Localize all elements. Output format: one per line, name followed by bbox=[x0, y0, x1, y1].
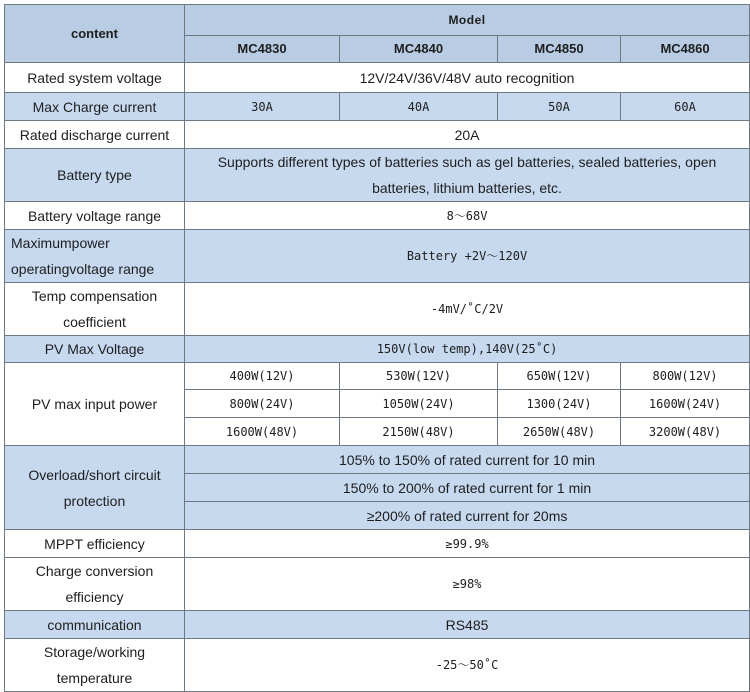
row-label: Charge conversion efficiency bbox=[5, 558, 185, 611]
row-value: Battery +2V～120V bbox=[185, 230, 750, 283]
row-label: MPPT efficiency bbox=[5, 530, 185, 558]
model-name: MC4840 bbox=[340, 36, 498, 63]
model-name: MC4830 bbox=[185, 36, 340, 63]
temp-compensation-row bbox=[5, 283, 750, 336]
model-header: Model bbox=[185, 5, 750, 36]
row-value: ≥99.9% bbox=[185, 530, 750, 558]
model-name: MC4850 bbox=[498, 36, 621, 63]
row-label: PV max input power bbox=[5, 363, 185, 446]
power-cell: 650W(12V) bbox=[498, 363, 621, 390]
model-name: MC4860 bbox=[621, 36, 750, 63]
power-cell: 3200W(48V) bbox=[621, 418, 750, 446]
row-value: 40A bbox=[340, 93, 498, 121]
row-label: Storage/working temperature bbox=[5, 639, 185, 692]
pv-max-voltage-row bbox=[5, 336, 750, 363]
spec-table bbox=[4, 4, 750, 692]
power-cell: 1600W(48V) bbox=[185, 418, 340, 446]
row-label: Rated system voltage bbox=[5, 63, 185, 93]
battery-type-row bbox=[5, 149, 750, 202]
power-cell: 1050W(24V) bbox=[340, 390, 498, 418]
row-value: 50A bbox=[498, 93, 621, 121]
power-cell: 800W(12V) bbox=[621, 363, 750, 390]
rated-system-voltage-row bbox=[5, 63, 750, 93]
row-label: Temp compensation coefficient bbox=[5, 283, 185, 336]
row-value: 150V(low temp),140V(25˚C) bbox=[185, 336, 750, 363]
power-cell: 530W(12V) bbox=[340, 363, 498, 390]
row-value: 8～68V bbox=[185, 202, 750, 230]
rated-discharge-current-row bbox=[5, 121, 750, 149]
row-label: Battery voltage range bbox=[5, 202, 185, 230]
power-cell: 800W(24V) bbox=[185, 390, 340, 418]
row-label: Rated discharge current bbox=[5, 121, 185, 149]
row-label: Battery type bbox=[5, 149, 185, 202]
row-label: Maximumpower operatingvoltage range bbox=[5, 230, 185, 283]
power-cell: 2150W(48V) bbox=[340, 418, 498, 446]
max-charge-current-row bbox=[5, 93, 750, 121]
row-value: 20A bbox=[185, 121, 750, 149]
row-value: Supports different types of batteries such as gel batteries, sealed batteries, open batteries, lithium batteries, etc. bbox=[185, 149, 750, 202]
row-value: 30A bbox=[185, 93, 340, 121]
power-cell: 1600W(24V) bbox=[621, 390, 750, 418]
row-label: Max Charge current bbox=[5, 93, 185, 121]
power-cell: 400W(12V) bbox=[185, 363, 340, 390]
row-value: 150% to 200% of rated current for 1 min bbox=[185, 474, 750, 502]
max-power-operating-voltage-row bbox=[5, 230, 750, 283]
pv-max-input-power-row bbox=[5, 363, 750, 390]
row-value: 12V/24V/36V/48V auto recognition bbox=[185, 63, 750, 93]
row-value: 105% to 150% of rated current for 10 min bbox=[185, 446, 750, 474]
row-label: PV Max Voltage bbox=[5, 336, 185, 363]
communication-row bbox=[5, 611, 750, 639]
row-value: RS485 bbox=[185, 611, 750, 639]
row-value: -4mV/˚C/2V bbox=[185, 283, 750, 336]
header-row bbox=[5, 5, 750, 36]
row-label: Overload/short circuit protection bbox=[5, 446, 185, 530]
mppt-efficiency-row bbox=[5, 530, 750, 558]
row-label: communication bbox=[5, 611, 185, 639]
content-header: content bbox=[5, 5, 185, 63]
charge-conversion-efficiency-row bbox=[5, 558, 750, 611]
row-value: -25～50˚C bbox=[185, 639, 750, 692]
battery-voltage-range-row bbox=[5, 202, 750, 230]
power-cell: 1300(24V) bbox=[498, 390, 621, 418]
overload-protection-row bbox=[5, 446, 750, 474]
row-value: ≥200% of rated current for 20ms bbox=[185, 502, 750, 530]
row-value: 60A bbox=[621, 93, 750, 121]
power-cell: 2650W(48V) bbox=[498, 418, 621, 446]
row-value: ≥98% bbox=[185, 558, 750, 611]
